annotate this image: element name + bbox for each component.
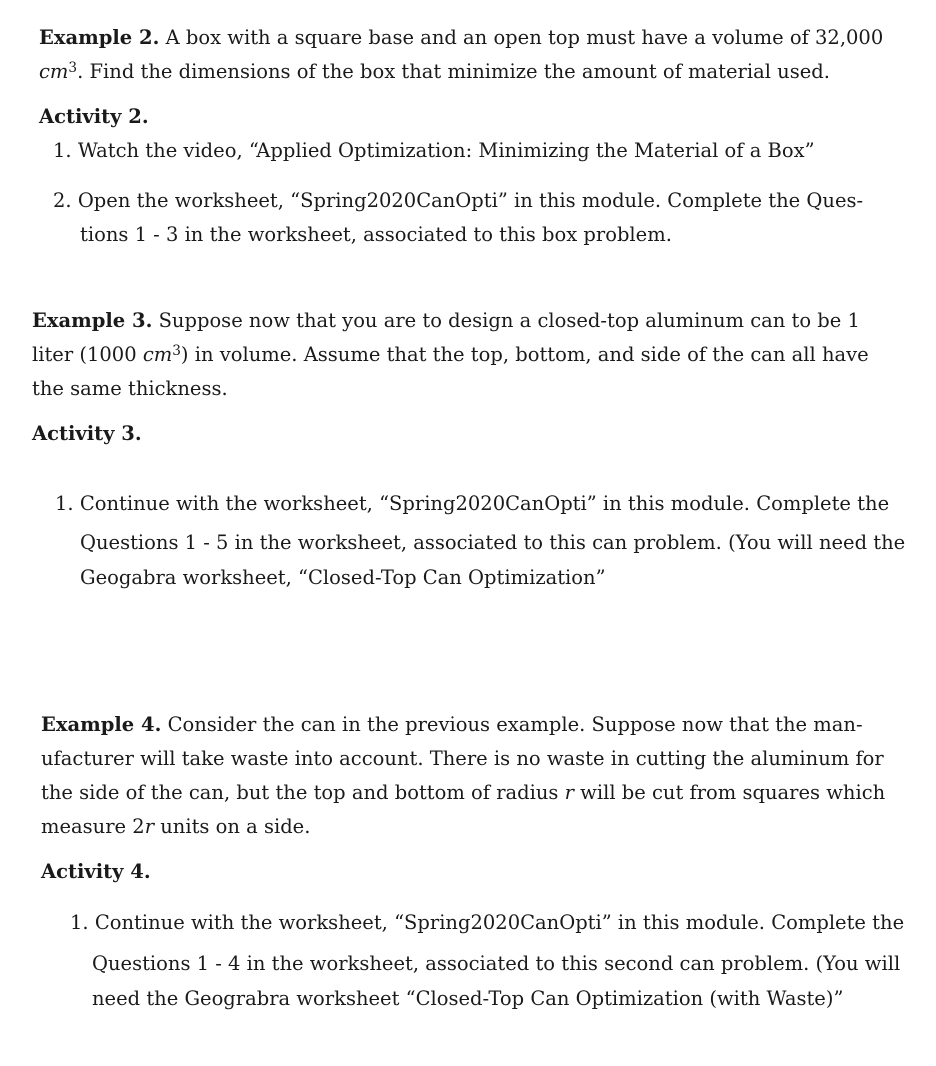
activity-4-heading: Activity 4.: [41, 860, 151, 883]
example-4-text-1: Consider the can in the previous example. Suppose now that the man-: [167, 713, 863, 736]
example-4-text-3b: will be cut from squares which: [573, 781, 886, 804]
example-2-line-1: [39, 26, 883, 49]
example-4-line-2: [41, 747, 884, 770]
item-text: Watch the video, “Applied Optimization: Minimizing the Material of a Box”: [77, 139, 815, 162]
activity-3-item-1-cont-2: [80, 566, 606, 589]
example-2-title: Example 2.: [39, 26, 160, 49]
example-4-line-1: [41, 713, 863, 736]
activity-3-heading: Activity 3.: [32, 422, 142, 445]
activity-4-item-1: [70, 911, 904, 934]
item-text-cont: need the Geograbra worksheet “Closed-Top Can Optimization (with Waste)”: [92, 987, 844, 1010]
example-4-text-3a: the side of the can, but the top and bottom of radius: [41, 781, 565, 804]
item-number: 1.: [53, 139, 72, 162]
item-text: Open the worksheet, “Spring2020CanOpti” in this module. Complete the Ques-: [77, 189, 864, 212]
activity-3-item-1-cont-1: [80, 531, 905, 554]
example-4-title: Example 4.: [41, 713, 162, 736]
activity-3-item-1: [55, 492, 889, 515]
example-3-title: Example 3.: [32, 309, 153, 332]
activity-2-item-2: [53, 189, 863, 212]
item-text: Continue with the worksheet, “Spring2020CanOpti” in this module. Complete the: [79, 492, 890, 515]
item-number: 1.: [70, 911, 89, 934]
example-2-text-1: A box with a square base and an open top must have a volume of 32,000: [165, 26, 884, 49]
unit-exponent: 3: [172, 342, 181, 359]
item-number: 2.: [53, 189, 72, 212]
unit-cm: cm: [142, 343, 173, 366]
example-4-text-4a: measure 2: [41, 815, 145, 838]
example-3-text-2a: liter (1000: [32, 343, 143, 366]
example-2-line-2: [39, 60, 830, 83]
example-4-text-4b: units on a side.: [154, 815, 311, 838]
item-text-cont: tions 1 - 3 in the worksheet, associated to this box problem.: [80, 223, 672, 246]
variable-r: r: [144, 815, 155, 838]
example-2-text-2: . Find the dimensions of the box that minimize the amount of material used.: [77, 60, 830, 83]
item-text: Continue with the worksheet, “Spring2020CanOpti” in this module. Complete the: [94, 911, 905, 934]
example-3-line-1: [32, 309, 860, 332]
item-number: 1.: [55, 492, 74, 515]
item-text-cont: Questions 1 - 5 in the worksheet, associated to this can problem. (You will need the: [80, 531, 906, 554]
example-3-line-2: [32, 343, 869, 366]
activity-2-item-2-cont: [80, 223, 672, 246]
example-3-text-2b: ) in volume. Assume that the top, bottom, and side of the can all have: [180, 343, 869, 366]
item-text-cont: Geogabra worksheet, “Closed-Top Can Optimization”: [80, 566, 606, 589]
unit-cm: cm: [39, 60, 69, 83]
variable-r: r: [564, 781, 574, 804]
example-3-text-1: Suppose now that you are to design a closed-top aluminum can to be 1: [158, 309, 860, 332]
activity-4-item-1-cont-2: [92, 987, 843, 1010]
unit-exponent: 3: [68, 59, 78, 76]
activity-2-heading: Activity 2.: [39, 105, 149, 128]
example-3-text-3: the same thickness.: [32, 377, 228, 400]
example-4-line-3: [41, 781, 885, 804]
activity-2-item-1: [53, 139, 815, 162]
activity-4-item-1-cont-1: [92, 952, 900, 975]
example-3-line-3: [32, 377, 228, 400]
example-4-line-4: [41, 815, 310, 838]
example-4-text-2: ufacturer will take waste into account. There is no waste in cutting the aluminum for: [41, 747, 884, 770]
item-text-cont: Questions 1 - 4 in the worksheet, associated to this second can problem. (You will: [92, 952, 901, 975]
